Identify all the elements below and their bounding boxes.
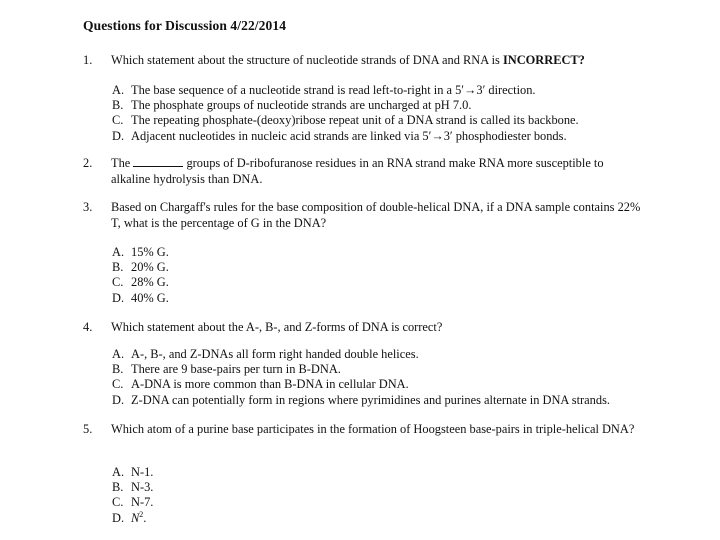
question-number: 5. (83, 422, 93, 436)
option-c: C. 28% G. (112, 275, 169, 290)
question-text: Which statement about the structure of nucleotide strands of DNA and RNA is INCORRECT? (111, 53, 585, 67)
fill-in-blank (133, 156, 183, 167)
option-d: D. 40% G. (112, 290, 169, 305)
option-b: B. There are 9 base-pairs per turn in B-DNA. (112, 362, 341, 377)
page-title: Questions for Discussion 4/22/2014 (83, 18, 287, 33)
question-text: Which statement about the A-, B-, and Z-forms of DNA is correct? (111, 320, 443, 334)
question-number: 2. (83, 156, 93, 170)
question-5-options (112, 465, 153, 526)
question-4-options (112, 347, 610, 408)
option-c: C. N-7. (112, 495, 154, 510)
question-text: Based on Chargaff's rules for the base composition of double-helical DNA, if a DNA sample contains 22% T, what is the percentage of G in the DNA? (111, 200, 641, 230)
question-number: 4. (83, 320, 93, 334)
option-a: A. 15% G. (112, 245, 169, 259)
option-d: D. Z-DNA can potentially form in regions where pyrimidines and purines alternate in DNA strands. (112, 392, 610, 407)
option-a: A. N-1. (112, 465, 154, 479)
option-b: B. 20% G. (112, 260, 169, 275)
question-1-options (112, 83, 579, 144)
question-text: The groups of D-ribofuranose residues in an RNA strand make RNA more susceptible to alkaline hydrolysis than DNA. (111, 156, 604, 186)
option-a: A. The base sequence of a nucleotide strand is read left-to-right in a 5′→3′ direction. (112, 83, 536, 97)
question-text: Which atom of a purine base participates in the formation of Hoogsteen base-pairs in triple-helical DNA? (111, 422, 635, 436)
option-c: C. A-DNA is more common than B-DNA in cellular DNA. (112, 377, 409, 392)
question-3-options (112, 245, 169, 306)
option-c: C. The repeating phosphate-(deoxy)ribose repeat unit of a DNA strand is called its backbone. (112, 113, 579, 128)
emphasis-incorrect: INCORRECT? (502, 53, 585, 67)
question-number: 1. (83, 53, 93, 67)
option-d: D. Adjacent nucleotides in nucleic acid strands are linked via 5′→3′ phosphodiester bonds. (112, 128, 567, 143)
option-a: A. A-, B-, and Z-DNAs all form right handed double helices. (112, 347, 419, 361)
option-b: B. N-3. (112, 480, 154, 495)
option-b: B. The phosphate groups of nucleotide strands are uncharged at pH 7.0. (112, 98, 472, 113)
option-d: D. $N^2$. (112, 509, 147, 525)
question-number: 3. (83, 200, 93, 214)
